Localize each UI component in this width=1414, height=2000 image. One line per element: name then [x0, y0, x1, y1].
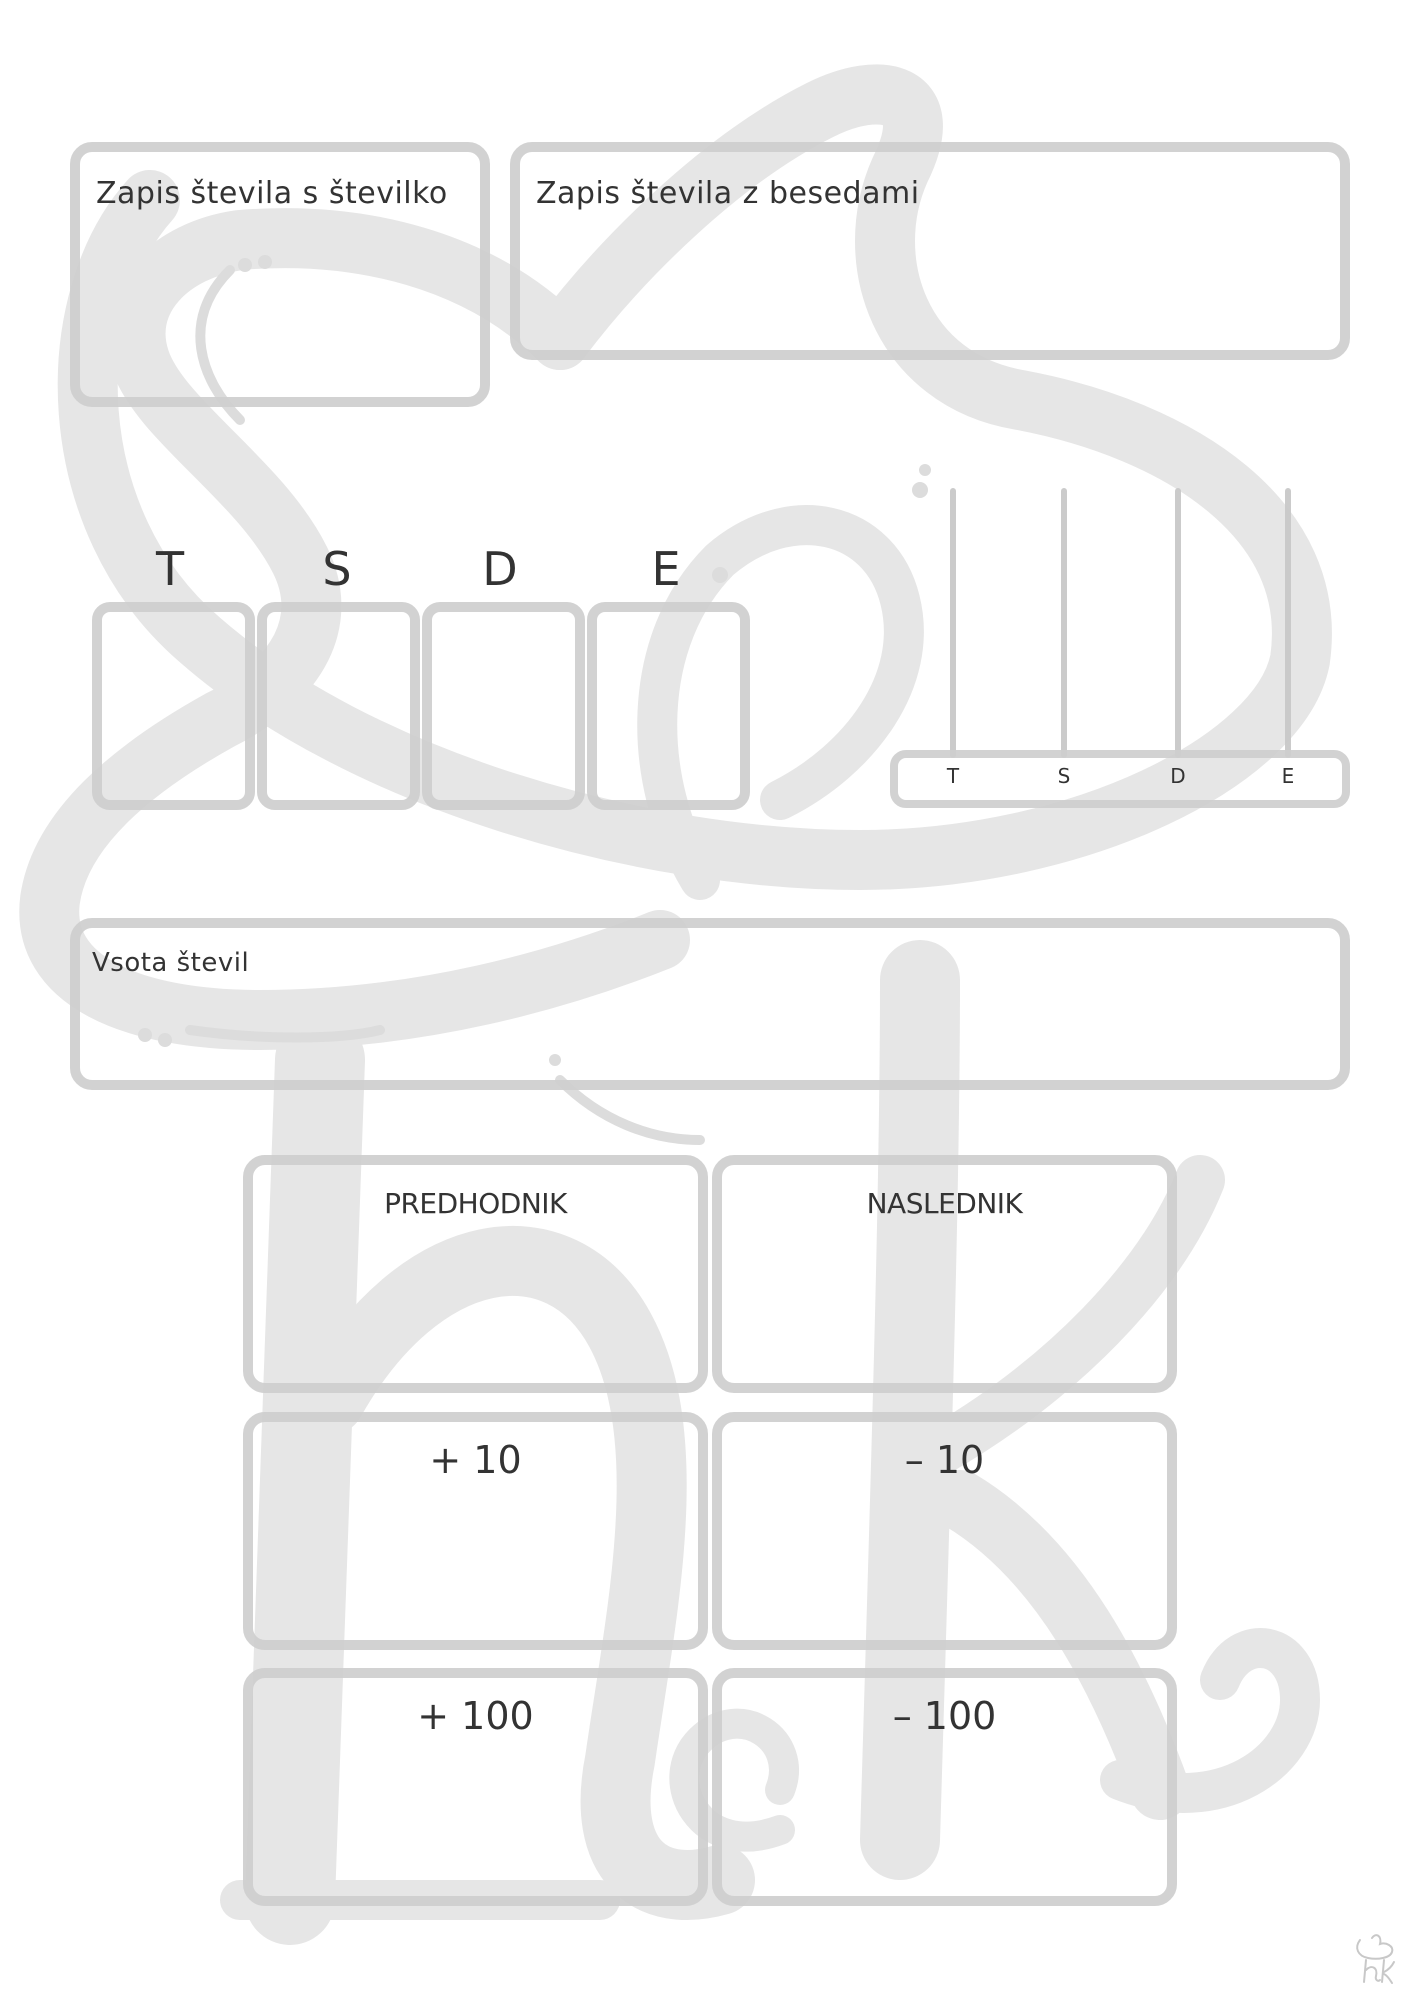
sum-label: Vsota števil	[92, 948, 250, 978]
abacus-rod-s	[1061, 488, 1067, 758]
minus-100-label: – 100	[892, 1694, 997, 1738]
abacus-label-s: S	[1057, 764, 1071, 788]
minus-10-box[interactable]	[712, 1412, 1177, 1650]
abacus-rod-e	[1285, 488, 1291, 758]
place-box-ones[interactable]	[587, 602, 750, 810]
place-letter-d: D	[482, 542, 518, 596]
place-letter-t: T	[155, 542, 185, 596]
predecessor-box[interactable]	[243, 1155, 708, 1393]
sum-box[interactable]	[70, 918, 1350, 1090]
place-box-hundreds[interactable]	[257, 602, 420, 810]
abacus-label-t: T	[946, 764, 960, 788]
place-box-thousands[interactable]	[92, 602, 255, 810]
abacus-rod-d	[1175, 488, 1181, 758]
abacus-label-d: D	[1170, 764, 1186, 788]
successor-label: NASLEDNIK	[866, 1187, 1023, 1220]
minus-100-box[interactable]	[712, 1668, 1177, 1906]
plus-10-label: + 10	[429, 1438, 522, 1482]
number-words-label: Zapis števila z besedami	[536, 176, 920, 211]
number-digits-box[interactable]	[70, 142, 490, 407]
place-letter-e: E	[651, 542, 681, 596]
plus-100-label: + 100	[417, 1694, 534, 1738]
successor-box[interactable]	[712, 1155, 1177, 1393]
plus-100-box[interactable]	[243, 1668, 708, 1906]
place-box-tens[interactable]	[422, 602, 585, 810]
hik-logo-small-icon	[1352, 1930, 1398, 1986]
number-digits-label: Zapis števila s številko	[96, 176, 448, 211]
minus-10-label: – 10	[904, 1438, 985, 1482]
place-letter-s: S	[322, 542, 352, 596]
plus-10-box[interactable]	[243, 1412, 708, 1650]
abacus-rod-t	[950, 488, 956, 758]
abacus-label-e: E	[1281, 764, 1295, 788]
predecessor-label: PREDHODNIK	[384, 1187, 567, 1220]
number-words-box[interactable]	[510, 142, 1350, 360]
